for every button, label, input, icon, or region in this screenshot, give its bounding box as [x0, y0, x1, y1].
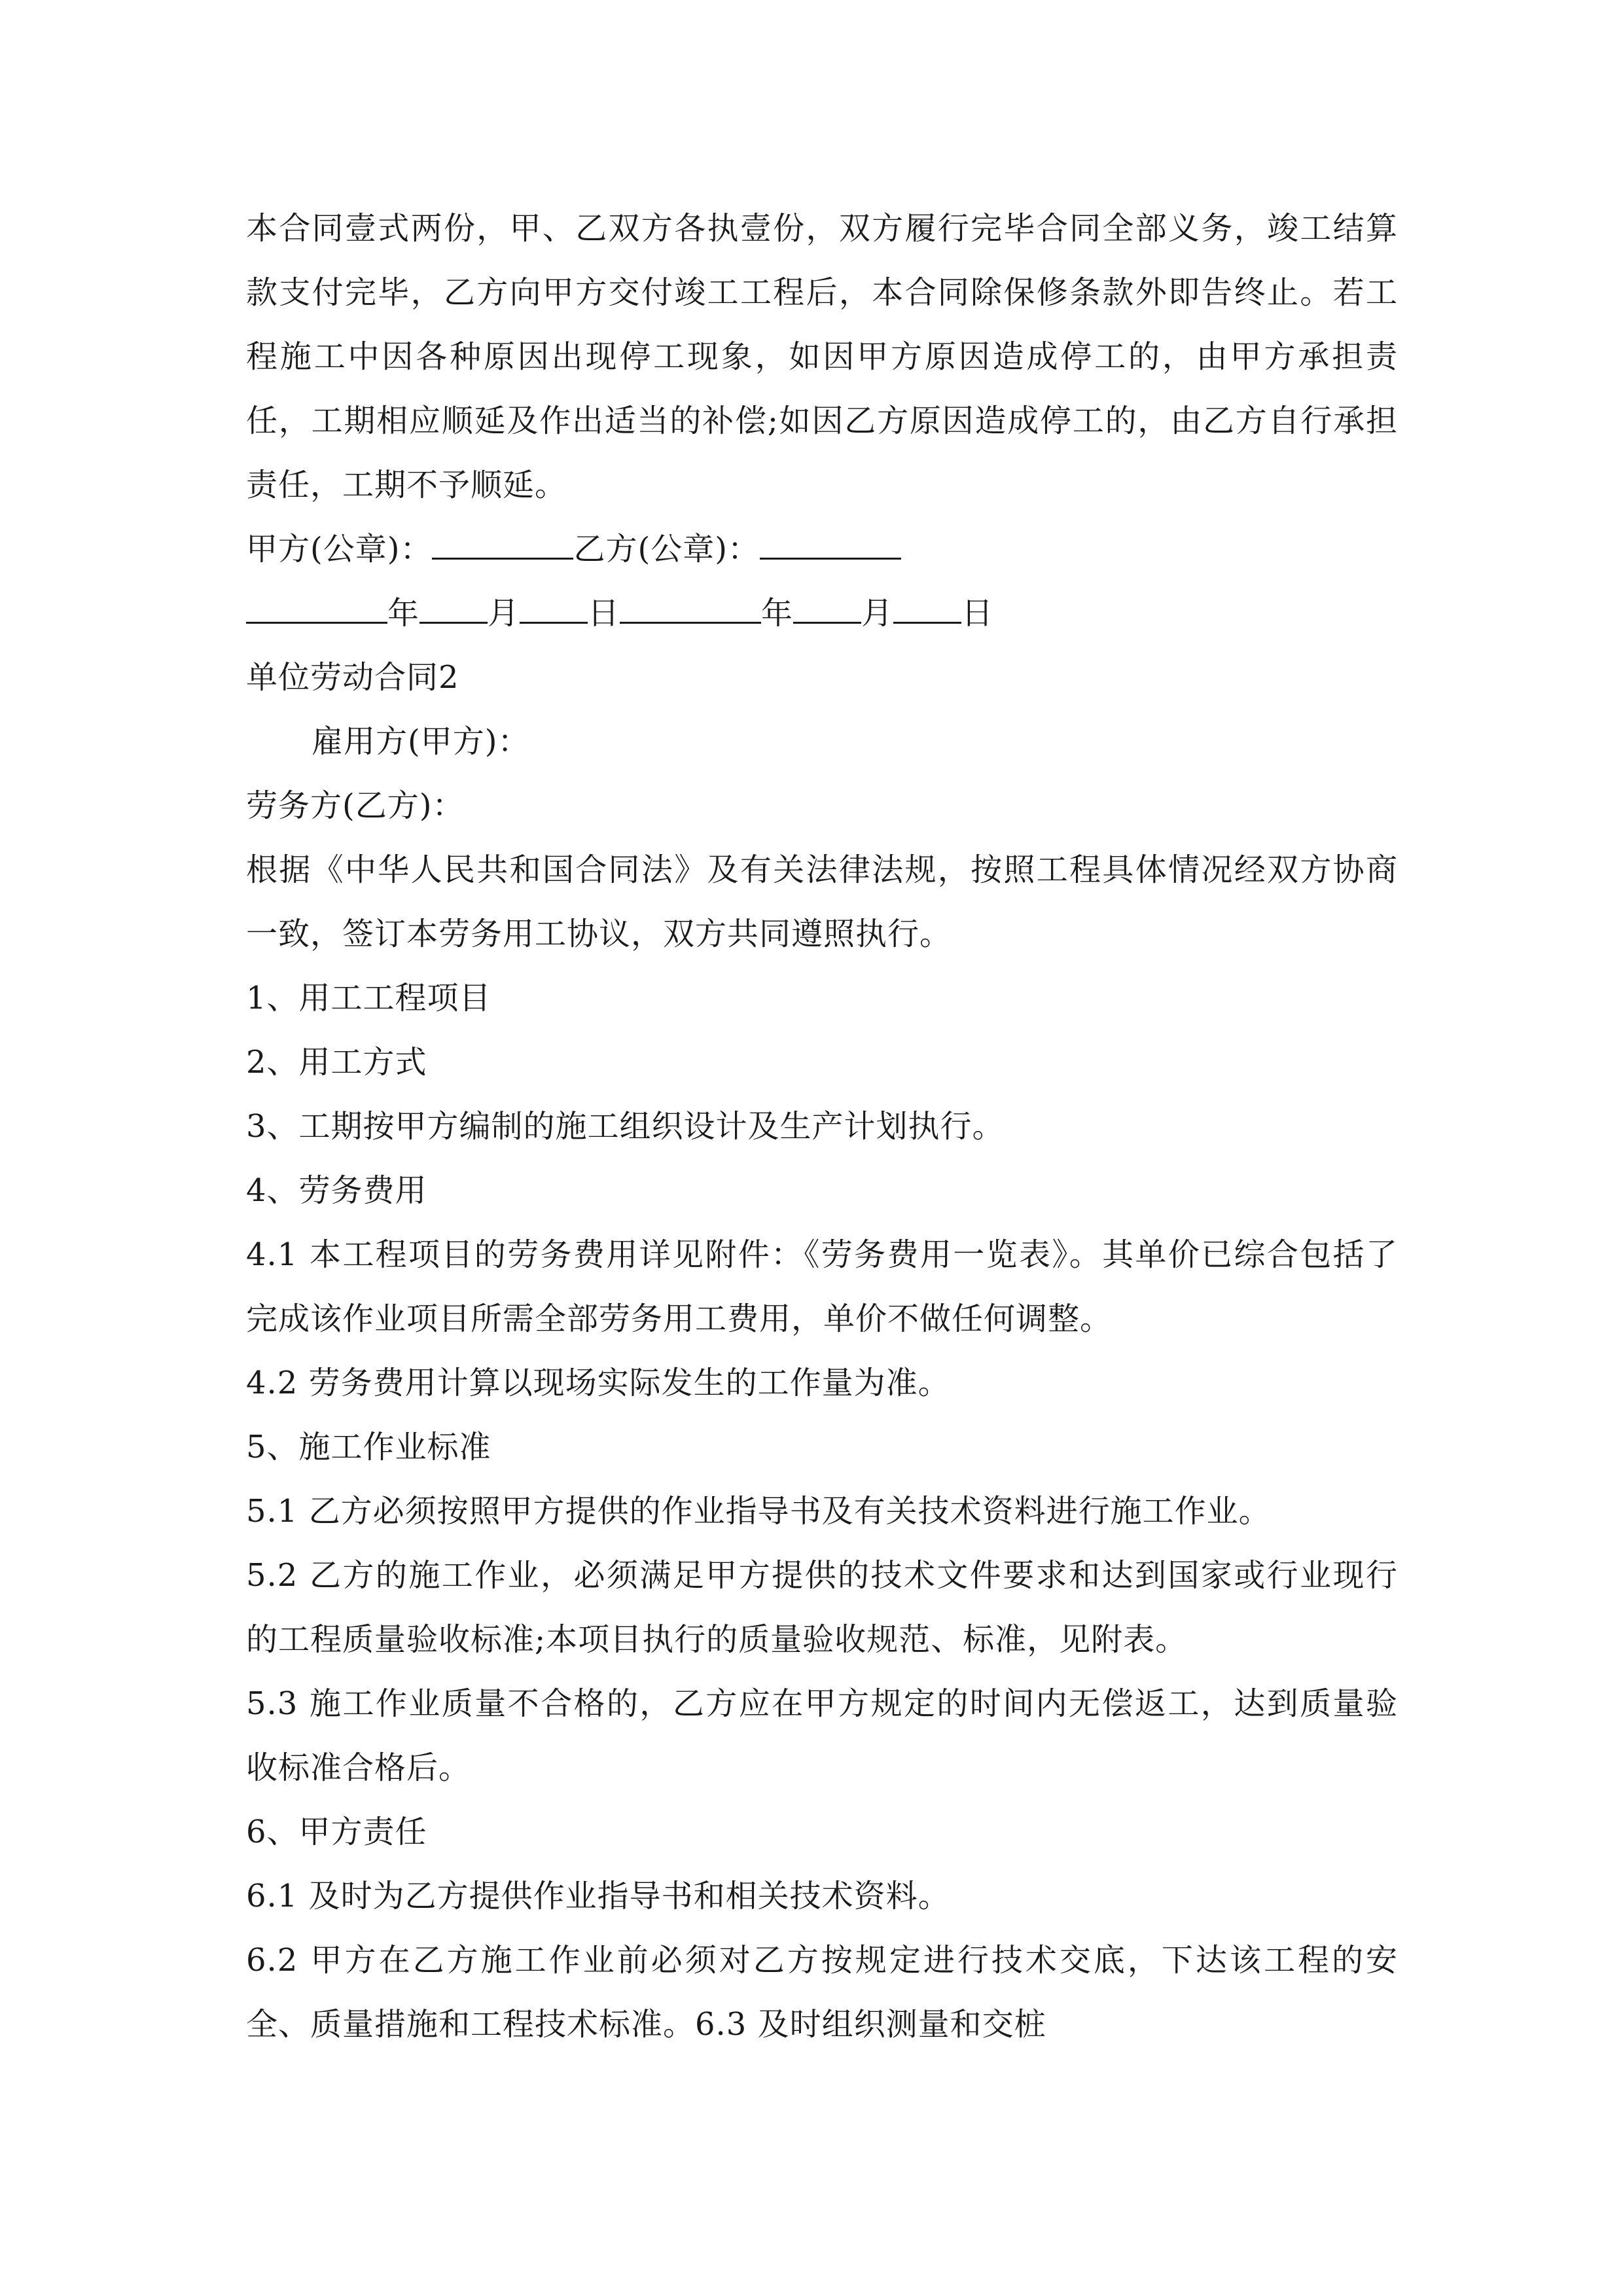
preamble-paragraph: 根据《中华人民共和国合同法》及有关法律法规，按照工程具体情况经双方协商一致，签订本劳务用工协议，双方共同遵照执行。: [246, 852, 1398, 952]
clause-3: 3、工期按甲方编制的施工组织设计及生产计划执行。: [246, 1108, 1005, 1145]
clause-6-2: 6.2 甲方在乙方施工作业前必须对乙方按规定进行技术交底，下达该工程的安全、质量措施和工程技术标准。6.3 及时组织测量和交桩: [246, 1942, 1398, 2043]
clause-2: 2、用工方式: [246, 1044, 427, 1081]
laborer-label: 劳务方(乙方)：: [246, 787, 465, 824]
month-label: 月: [861, 595, 894, 632]
clause-1: 1、用工工程项目: [246, 980, 491, 1016]
closing-paragraph: 本合同壹式两份，甲、乙双方各执壹份，双方履行完毕合同全部义务，竣工结算款支付完毕，乙方向甲方交付竣工工程后，本合同除保修条款外即告终止。若工程施工中因各种原因出现停工现象，如因甲方原因造成停工的，由甲方承担责任，工期相应顺延及作出适当的补偿;如因乙方原因造成停工的，由乙方自行承担责任，工期不予顺延。: [246, 210, 1398, 503]
party-b-month-blank: [793, 581, 861, 624]
signature-line: [246, 517, 1398, 581]
employer-label: 雇用方(甲方)：: [312, 723, 530, 760]
party-a-seal-label: 甲方(公章)：: [246, 531, 433, 567]
clause-4-2: 4.2 劳务费用计算以现场实际发生的工作量为准。: [246, 1365, 950, 1401]
clause-5-3: 5.3 施工作业质量不合格的，乙方应在甲方规定的时间内无偿返工，达到质量验收标准合格后。: [246, 1685, 1398, 1786]
clause-6: 6、甲方责任: [246, 1814, 427, 1850]
day-label: 日: [961, 595, 994, 632]
document-body: [246, 196, 1398, 2056]
clause-4-1: 4.1 本工程项目的劳务费用详见附件：《劳务费用一览表》。其单价已综合包括了完成该作业项目所需全部劳务用工费用，单价不做任何调整。: [246, 1236, 1398, 1337]
party-b-seal-blank: [760, 517, 901, 560]
clause-6-1: 6.1 及时为乙方提供作业指导书和相关技术资料。: [246, 1878, 950, 1914]
contract-title: 单位劳动合同2: [246, 659, 459, 696]
clause-5-2: 5.2 乙方的施工作业，必须满足甲方提供的技术文件要求和达到国家或行业现行的工程质量验收标准;本项目执行的质量验收规范、标准，见附表。: [246, 1557, 1398, 1658]
clause-4: 4、劳务费用: [246, 1172, 427, 1209]
clause-5-1: 5.1 乙方必须按照甲方提供的作业指导书及有关技术资料进行施工作业。: [246, 1493, 1271, 1530]
year-label: 年: [387, 595, 420, 632]
month-label: 月: [488, 595, 520, 632]
day-label: 日: [588, 595, 620, 632]
party-a-year-blank: [246, 581, 387, 624]
party-a-month-blank: [419, 581, 488, 624]
party-a-day-blank: [520, 581, 588, 624]
party-b-seal-label: 乙方(公章)：: [573, 531, 760, 567]
party-a-seal-blank: [432, 517, 573, 560]
date-line: [246, 581, 1398, 645]
clause-5: 5、施工作业标准: [246, 1429, 491, 1465]
party-b-day-blank: [893, 581, 961, 624]
year-label: 年: [761, 595, 794, 632]
party-b-year-blank: [620, 581, 761, 624]
